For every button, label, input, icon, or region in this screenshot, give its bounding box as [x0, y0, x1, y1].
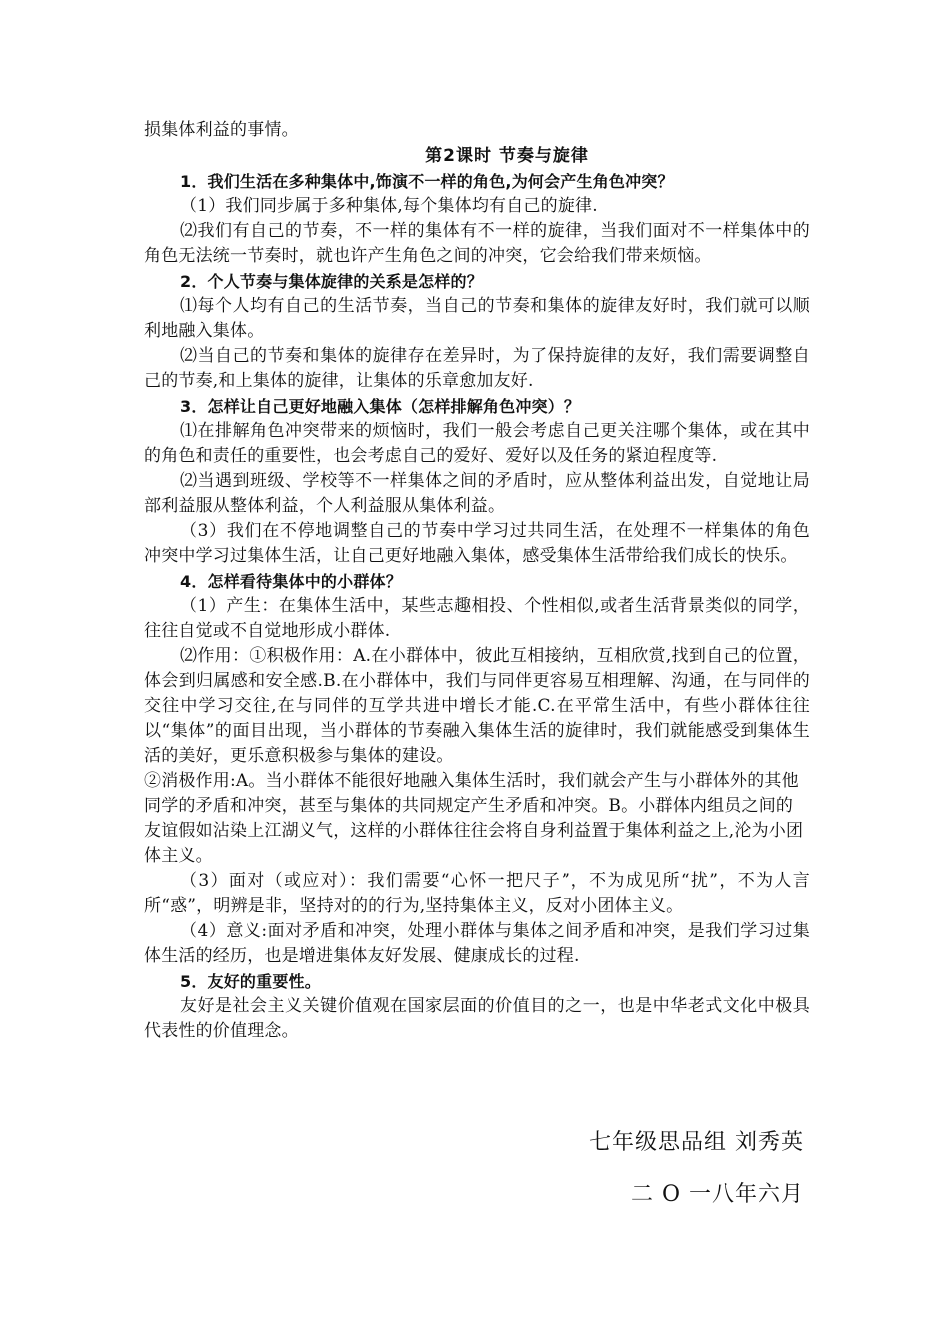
section-4-heading: 4．怎样看待集体中的小群体？: [180, 572, 402, 591]
intro-fragment: 损集体利益的事情。: [144, 120, 299, 140]
document-body: [144, 118, 810, 1044]
section-4-paragraph: （3）面对（或应对）：我们需要“心怀一把尺子ˮ，不为成见所“扰”，不为人言所“惑”，明辨是非，坚持对的的行为,坚持集体主义，反对小团体主义。: [144, 871, 810, 916]
section-4-paragraph: ②消极作用:A。当小群体不能很好地融入集体生活时，我们就会产生与小群体外的其他同学的矛盾和冲突，甚至与集体的共同规定产生矛盾和冲突。B。小群体内组员之间的友谊假如沾染上江湖义气，这样的小群体往往会将自身利益置于集体利益之上,沦为小团体主义。: [144, 771, 804, 866]
section-1-heading: 1．我们生活在多种集体中,饰演不一样的角色,为何会产生角色冲突？: [180, 172, 674, 191]
section-4-paragraph: （1）产生：在集体生活中，某些志趣相投、个性相似,或者生活背景类似的同学，往往自觉或不自觉地形成小群体.: [144, 596, 810, 641]
section-5-paragraph: 友好是社会主义关键价值观在国家层面的价值目的之一，也是中华老式文化中极具代表性的价值理念。: [144, 996, 810, 1041]
section-2-heading: 2．个人节奏与集体旋律的关系是怎样的？: [180, 272, 483, 291]
section-1-paragraph: （1）我们同步属于多种集体,每个集体均有自己的旋律.: [180, 196, 598, 216]
signature-author: 七年级思品组 刘秀英: [589, 1130, 804, 1155]
section-2-paragraph: ⑴每个人均有自己的生活节奏，当自己的节奏和集体的旋律友好时，我们就可以顺利地融入集体。: [144, 296, 810, 341]
section-3-paragraph: ⑴在排解角色冲突带来的烦恼时，我们一般会考虑自己更关注哪个集体，或在其中的角色和责任的重要性，也会考虑自己的爱好、爱好以及任务的紧迫程度等.: [144, 421, 810, 466]
section-2-paragraph: ⑵当自己的节奏和集体的旋律存在差异时，为了保持旋律的友好，我们需要调整自己的节奏,和上集体的旋律，让集体的乐章愈加友好.: [144, 346, 810, 391]
section-3-paragraph: （3）我们在不停地调整自己的节奏中学习过共同生活，在处理不一样集体的角色冲突中学习过集体生活，让自己更好地融入集体，感受集体生活带给我们成长的快乐。: [144, 521, 810, 566]
section-3-paragraph: ⑵当遇到班级、学校等不一样集体之间的矛盾时，应从整体利益出发，自觉地让局部利益服从整体利益，个人利益服从集体利益。: [144, 471, 810, 516]
signature-date: 二 O 一八年六月: [630, 1182, 804, 1207]
section-4-paragraph: （4）意义:面对矛盾和冲突，处理小群体与集体之间矛盾和冲突，是我们学习过集体生活的经历，也是增进集体友好发展、健康成长的过程.: [144, 921, 810, 966]
section-3-heading: 3．怎样让自己更好地融入集体（怎样排解角色冲突）？: [180, 397, 581, 416]
section-4-paragraph: ⑵作用：①积极作用：A.在小群体中，彼此互相接纳，互相欣赏,找到自己的位置，体会到归属感和安全感.B.在小群体中，我们与同伴更容易互相理解、沟通，在与同伴的交往中学习交往,在与同伴的互学共进中增长才能.C.在平常生活中，有些小群体往往以“集体”的面目出现，当小群体的节奏融入集体生活的旋律时，我们就能感受到集体生活的美好，更乐意积极参与集体的建设。: [144, 646, 810, 766]
section-1-paragraph: ⑵我们有自己的节奏，不一样的集体有不一样的旋律，当我们面对不一样集体中的角色无法统一节奏时，就也许产生角色之间的冲突，它会给我们带来烦恼。: [144, 221, 810, 266]
section-5-heading: 5．友好的重要性。: [180, 972, 321, 991]
lesson-title: 第2课时 节奏与旋律: [425, 146, 589, 166]
